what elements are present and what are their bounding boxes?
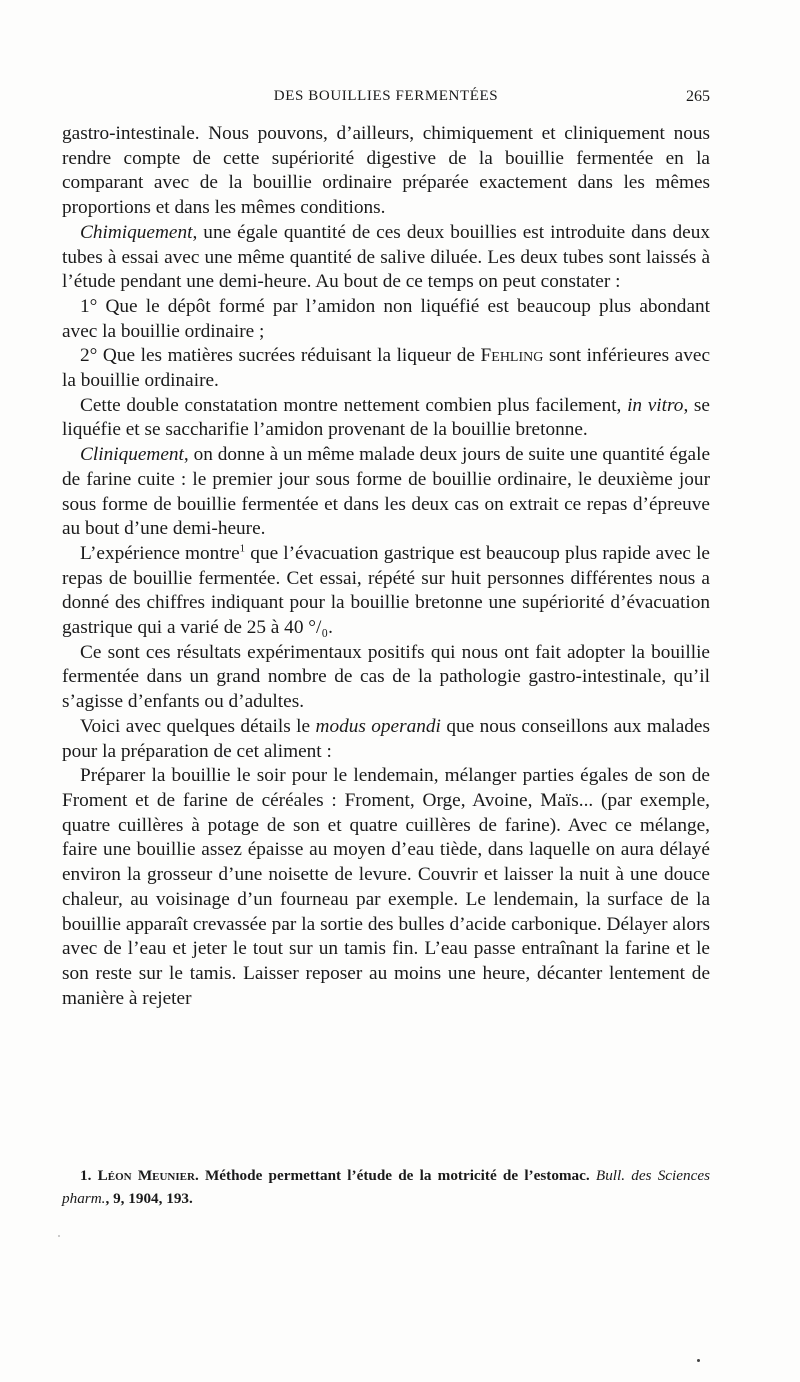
paragraph <box>62 122 710 221</box>
running-title: DES BOUILLIES FERMENTÉES <box>273 88 499 104</box>
footnote-text: . Méthode permettant l’étude de la motricité de l’estomac. <box>194 1167 596 1184</box>
footnote-text: , 9, 1904, 193. <box>105 1190 193 1207</box>
paper-speck <box>58 1235 60 1237</box>
italic-term: in vitro <box>627 394 684 416</box>
paragraph <box>62 221 710 295</box>
paragraph-text: que nous conseillons aux malades pour la préparation de cet aliment : <box>62 715 710 762</box>
paragraph-text: L’expérience montre <box>80 542 240 564</box>
paragraph-text: gastro-intestinale. Nous pouvons, d’ailleurs, chimiquement et cliniquement nous rendre compte de cette supériorité digestive de la bouillie fermentée en la comparant avec de la bouillie ordinaire préparée exactement dans les mêmes proportions et dans les mêmes conditions. <box>62 123 710 219</box>
footnote-reference[interactable]: 1 <box>239 542 246 555</box>
footnote-journal: Bull. des Sciences pharm. <box>62 1167 710 1207</box>
paragraph-text: sont inférieures avec la bouillie ordinaire. <box>62 345 710 392</box>
italic-term: Cliniquement <box>80 444 184 466</box>
paper-speck <box>697 1359 700 1362</box>
paragraph <box>62 394 710 443</box>
footnote-number: 1. <box>80 1167 92 1184</box>
page-number: 265 <box>686 88 710 105</box>
footnotes <box>62 1164 710 1210</box>
paragraph <box>62 641 710 715</box>
italic-term: modus operandi <box>315 715 441 737</box>
paragraph-text: 2° Que les matières sucrées réduisant la liqueur de <box>80 345 481 367</box>
paragraph <box>62 764 710 1011</box>
list-item <box>62 344 710 393</box>
paragraph-text: Voici avec quelques détails le <box>80 715 316 737</box>
paragraph-text: Préparer la bouillie le soir pour le lendemain, mélanger parties égales de son de Froment et de farine de céréales : Froment, Orge, Avoine, Maïs... (par exemple, quatre cuillères à potage de son et quatre cuillères de farine). Avec ce mélange, faire une bouillie assez épaisse au moyen d’eau tiède, dans laquelle on aura délayé environ la grosseur d’une noisette de levure. Couvrir et laisser la nuit à une douce chaleur, au voisinage d’un fourneau par exemple. Le lendemain, la surface de la bouillie apparaît crevassée par la sortie des bulles d’acide carbonique. Délayer alors avec de l’eau et jeter le tout sur un tamis fin. L’eau passe entraînant la farine et le son reste sur le tamis. Laisser reposer au moins une heure, décanter lentement de manière à rejeter <box>62 765 710 1009</box>
running-header <box>62 88 710 110</box>
paragraph <box>62 542 710 641</box>
italic-term: Chimiquement <box>80 221 193 243</box>
list-item <box>62 295 710 344</box>
main-text <box>62 122 710 1011</box>
paragraph-text: Cette double constatation montre nettement combien plus facilement, <box>80 394 628 416</box>
footnote <box>62 1164 710 1210</box>
paragraph <box>62 715 710 764</box>
paragraph-text: 1° Que le dépôt formé par l’amidon non liquéfié est beaucoup plus abondant avec la bouillie ordinaire ; <box>62 295 710 342</box>
paragraph-text: , une égale quantité de ces deux bouillies est introduite dans deux tubes à essai avec une même quantité de salive diluée. Les deux tubes sont laissés à l’étude pendant une demi-heure. Au bout de ce temps on peut constater : <box>62 221 710 293</box>
proper-name: Fehling <box>480 345 544 367</box>
footnote-author: Léon Meunier <box>97 1167 195 1184</box>
paragraph-text: , se liquéfie et se saccharifie l’amidon provenant de la bouillie bretonne. <box>62 394 710 441</box>
paragraph-text: que l’évacuation gastrique est beaucoup plus rapide avec le repas de bouillie fermentée. Cet essai, répété sur huit personnes différentes nous a donné des chiffres indiquant pour la bouillie bretonne une supériorité d’évacuation gastrique qui a varié de 25 à 40 °/₀. <box>62 542 710 639</box>
paragraph-text: Ce sont ces résultats expérimentaux positifs qui nous ont fait adopter la bouillie fermentée dans un grand nombre de cas de la pathologie gastro-intestinale, qu’il s’agisse d’enfants ou d’adultes. <box>62 641 710 713</box>
paragraph-text: , on donne à un même malade deux jours de suite une quantité égale de farine cuite : le premier jour sous forme de bouillie ordinaire, le deuxième jour sous forme de bouillie fermentée et dans les deux cas on extrait ce repas d’épreuve au bout d’une demi-heure. <box>62 444 710 540</box>
paragraph <box>62 443 710 542</box>
